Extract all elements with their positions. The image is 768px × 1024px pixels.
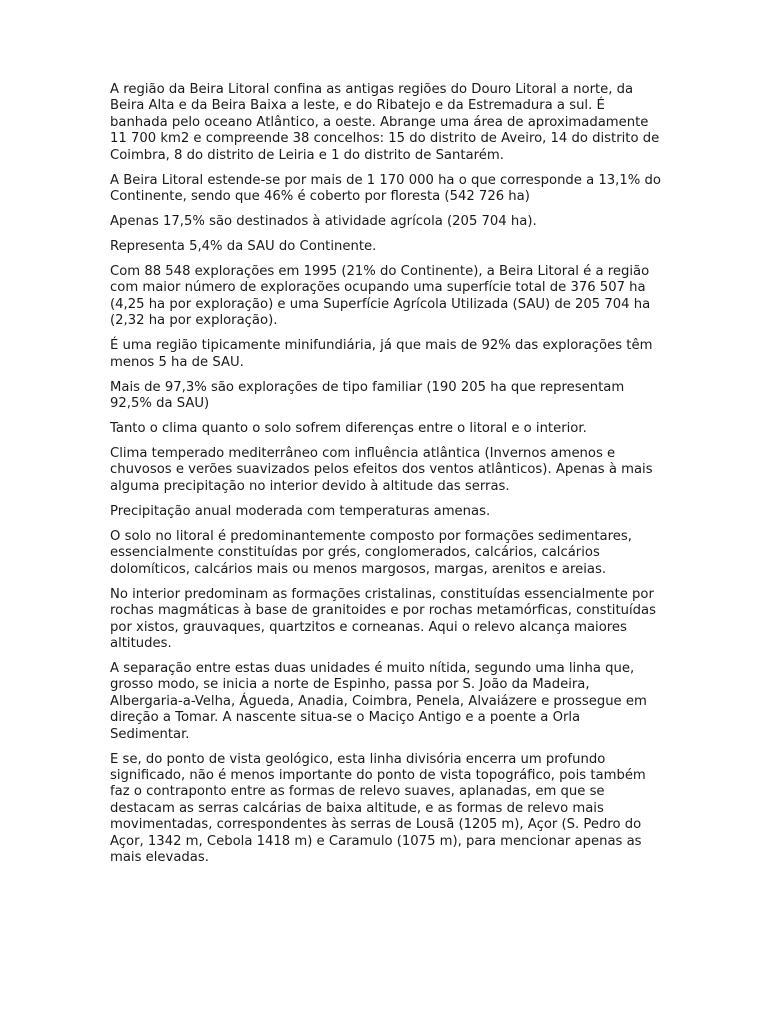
- paragraph-beira-litoral-limits: A região da Beira Litoral confina as antigas regiões do Douro Litoral a norte, da Beira Alta e da Beira Baixa a leste, e do Ribatejo e da Estremadura a sul. É banhada pelo oceano Atlântico, a oeste. Abrange uma área de aproximadamente 11 700 km2 e compreende 38 concelhos: 15 do distrito de Aveiro, 14 do distrito de Coimbra, 8 do distrito de Leiria e 1 do distrito de Santarém.: [110, 82, 660, 163]
- paragraph-dividing-line: A separação entre estas duas unidades é muito nítida, segundo uma linha que, grosso modo, se inicia a norte de Espinho, passa por S. João da Madeira, Albergaria-a-Velha, Águeda, Anadia, Coimbra, Penela, Alvaiázere e prossegue em direção a Tomar. A nascente situa-se o Maciço Antigo e a poente a Orla Sedimentar.: [110, 660, 647, 742]
- document-body: [110, 82, 662, 875]
- paragraph-climate-soil-intro: Tanto o clima quanto o solo sofrem diferenças entre o litoral e o interior.: [110, 421, 587, 437]
- paragraph-sau-share: Representa 5,4% da SAU do Continente.: [110, 239, 377, 255]
- paragraph-interior-soil: No interior predominam as formações cristalinas, constituídas essencialmente por rochas magmáticas à base de granitoides e por rochas metamórficas, constituídas por xistos, grauvaques, quartzitos e corneanas. Aqui o relevo alcança maiores altitudes.: [110, 586, 656, 651]
- paragraph-relief-contrast: E se, do ponto de vista geológico, esta linha divisória encerra um profundo significado, não é menos importante do ponto de vista topográfico, pois também faz o contraponto entre as formas de relevo suaves, aplanadas, em que se destacam as serras calcárias de baixa altitude, e as formas de relevo mais movimentadas, correspondentes às serras de Lousã (1205 m), Açor (S. Pedro do Açor, 1342 m, Cebola 1418 m) e Caramulo (1075 m), para mencionar apenas as mais elevadas.: [110, 751, 646, 865]
- paragraph-climate: Clima temperado mediterrâneo com influência atlântica (Invernos amenos e chuvosos e verões suavizados pelos efeitos dos ventos atlânticos). Apenas à mais alguma precipitação no interior devido à altitude das serras.: [110, 446, 653, 494]
- paragraph-precipitation: Precipitação anual moderada com temperaturas amenas.: [110, 503, 491, 519]
- paragraph-area-forest: A Beira Litoral estende-se por mais de 1 170 000 ha o que corresponde a 13,1% do Continente, sendo que 46% é coberto por floresta (542 726 ha): [110, 172, 661, 205]
- paragraph-explorations-1995: Com 88 548 explorações em 1995 (21% do Continente), a Beira Litoral é a região com maior número de explorações ocupando uma superfície total de 376 507 ha (4,25 ha por exploração) e uma Superfície Agrícola Utilizada (SAU) de 205 704 ha (2,32 ha por exploração).: [110, 264, 651, 329]
- paragraph-agricultural-share: Apenas 17,5% são destinados à atividade agrícola (205 704 ha).: [110, 214, 537, 230]
- paragraph-coastal-soil: O solo no litoral é predominantemente composto por formações sedimentares, essencialmente constituídas por grés, conglomerados, calcários, calcários dolomíticos, calcários mais ou menos margosos, margas, arenitos e areias.: [110, 528, 632, 577]
- paragraph-minifundia: É uma região tipicamente minifundiária, já que mais de 92% das explorações têm menos 5 ha de SAU.: [110, 338, 653, 370]
- paragraph-family-farms: Mais de 97,3% são explorações de tipo familiar (190 205 ha que representam 92,5% da SAU): [110, 379, 625, 412]
